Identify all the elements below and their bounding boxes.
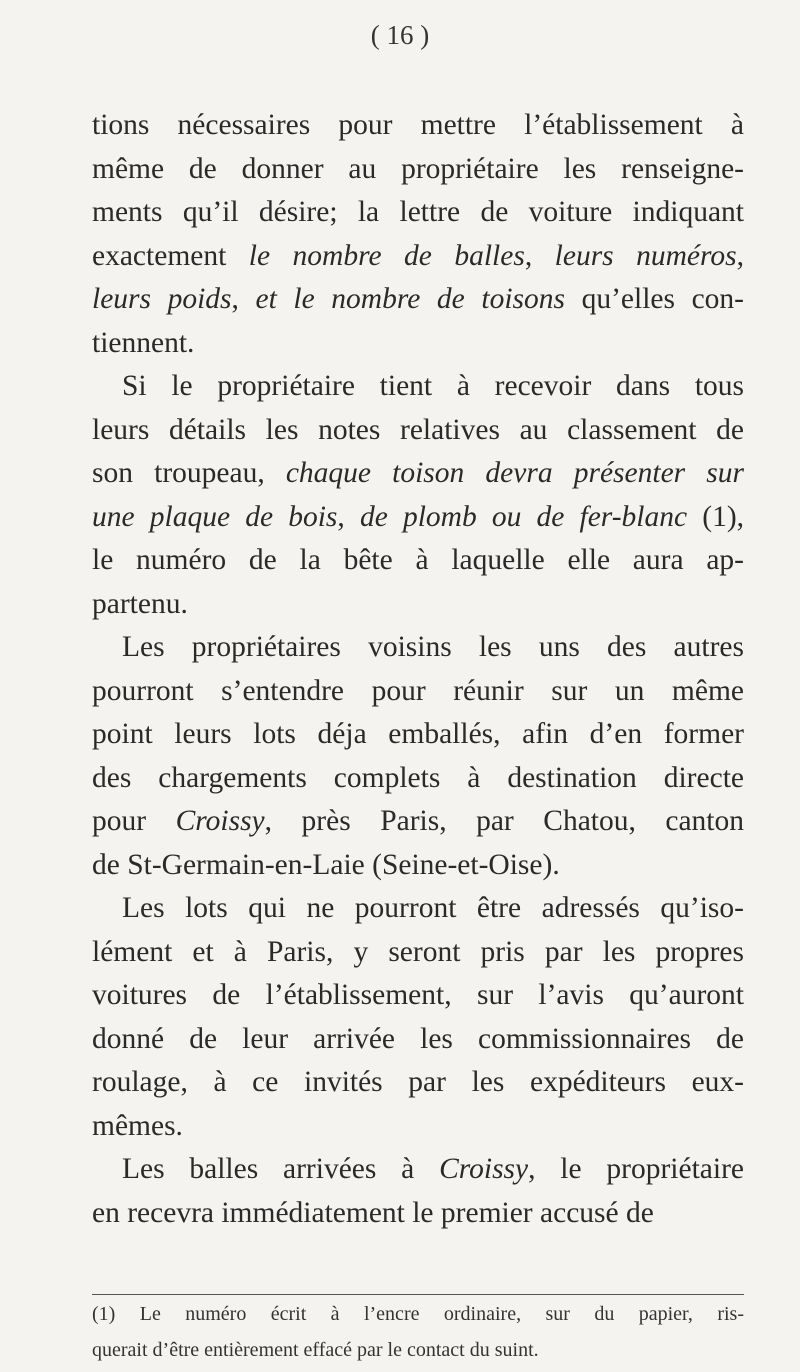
- text-line: [92, 800, 744, 844]
- text-run: ,: [524, 239, 555, 272]
- italic-phrase: leurs poids: [92, 283, 232, 315]
- text-run: Si le propriétaire tient à recevoir dans tous: [122, 370, 744, 402]
- text-line: [92, 1192, 744, 1236]
- paragraph: [92, 1148, 744, 1235]
- text-line: [92, 1148, 744, 1192]
- text-run: ,: [736, 239, 745, 272]
- footnote-line: querait d’être entièrement effacé par le contact du suint.: [92, 1339, 539, 1361]
- text-line: [92, 409, 744, 453]
- italic-phrase: une plaque de bois: [92, 500, 338, 533]
- paragraph: [92, 887, 744, 1148]
- text-line: [92, 1018, 744, 1062]
- italic-phrase: le nombre de balles: [248, 239, 525, 272]
- text-line: [92, 626, 744, 670]
- text-run: Les propriétaires voisins les uns des autres: [122, 631, 744, 663]
- text-line: [92, 931, 744, 975]
- text-line: [92, 365, 744, 409]
- italic-phrase: de plomb ou de fer-blanc: [359, 500, 688, 533]
- text-run: leurs détails les notes relatives au classement de: [92, 413, 744, 446]
- text-run: mêmes.: [92, 1109, 183, 1142]
- page-number: ( 16 ): [370, 20, 430, 50]
- text-run: partenu.: [92, 587, 188, 620]
- text-line: [92, 452, 744, 496]
- text-run: Les balles arrivées à: [122, 1153, 440, 1185]
- text-run: ,: [337, 500, 360, 533]
- text-line: [92, 974, 744, 1018]
- text-run: Les lots qui ne pourront être adressés qu’iso-: [122, 892, 744, 924]
- italic-phrase: chaque toison devra présenter sur: [285, 457, 745, 489]
- text-run: tions nécessaires pour mettre l’établissement à: [92, 109, 744, 141]
- text-line: [92, 887, 744, 931]
- text-run: lément et à Paris, y seront pris par les propres: [92, 935, 744, 968]
- text-run: des chargements complets à destination directe: [92, 761, 744, 794]
- text-run: le numéro de la bête à laquelle elle aura ap-: [92, 544, 744, 576]
- text-run: ments qu’il désire; la lettre de voiture indiquant: [92, 196, 744, 228]
- text-line: [92, 539, 744, 583]
- text-run: tiennent.: [92, 326, 195, 359]
- text-line: [92, 148, 744, 192]
- text-line: [92, 670, 744, 714]
- text-run: qu’elles con-: [564, 283, 744, 315]
- text-run: exactement: [92, 239, 249, 272]
- text-run: ,: [231, 283, 256, 315]
- italic-phrase: leurs numéros: [554, 239, 737, 272]
- paragraph: [92, 626, 744, 887]
- text-run: point leurs lots déja emballés, afin d’en former: [92, 718, 744, 750]
- text-run: , près Paris, par Chatou, canton: [264, 805, 744, 837]
- text-line: [92, 1105, 744, 1149]
- text-line: [92, 104, 744, 148]
- text-run: donné de leur arrivée les commissionnaires de: [92, 1022, 744, 1055]
- text-line: [92, 235, 744, 279]
- text-run: son troupeau,: [92, 457, 286, 489]
- text-run: même de donner au propriétaire les renseigne-: [92, 152, 744, 185]
- text-line: [92, 322, 744, 366]
- italic-phrase: Croissy: [439, 1153, 529, 1185]
- footnote: [92, 1296, 744, 1368]
- text-run: (1),: [687, 500, 745, 533]
- paragraph: [92, 365, 744, 626]
- footnote-line: (1) Le numéro écrit à l’encre ordinaire, sur du papier, ris-: [92, 1303, 744, 1325]
- text-line: [92, 757, 744, 801]
- text-run: pour: [92, 805, 176, 837]
- text-run: , le propriétaire: [528, 1153, 744, 1185]
- text-line: [92, 191, 744, 235]
- text-line: [92, 1061, 744, 1105]
- footnote-divider: [92, 1294, 744, 1295]
- italic-phrase: et le nombre de toisons: [255, 283, 565, 315]
- text-line: [92, 496, 744, 540]
- paragraph: [92, 104, 744, 365]
- text-line: [92, 583, 744, 627]
- text-run: voitures de l’établissement, sur l’avis qu’auront: [92, 979, 744, 1011]
- text-run: de St-Germain-en-Laie (Seine-et-Oise).: [92, 848, 560, 881]
- text-line: [92, 844, 744, 888]
- text-run: pourront s’entendre pour réunir sur un même: [92, 674, 744, 707]
- italic-phrase: Croissy: [175, 805, 265, 837]
- text-run: roulage, à ce invités par les expéditeurs eux-: [92, 1066, 744, 1098]
- body-text: [92, 104, 744, 1235]
- text-run: en recevra immédiatement le premier accusé de: [92, 1196, 654, 1229]
- text-line: [92, 278, 744, 322]
- text-line: [92, 713, 744, 757]
